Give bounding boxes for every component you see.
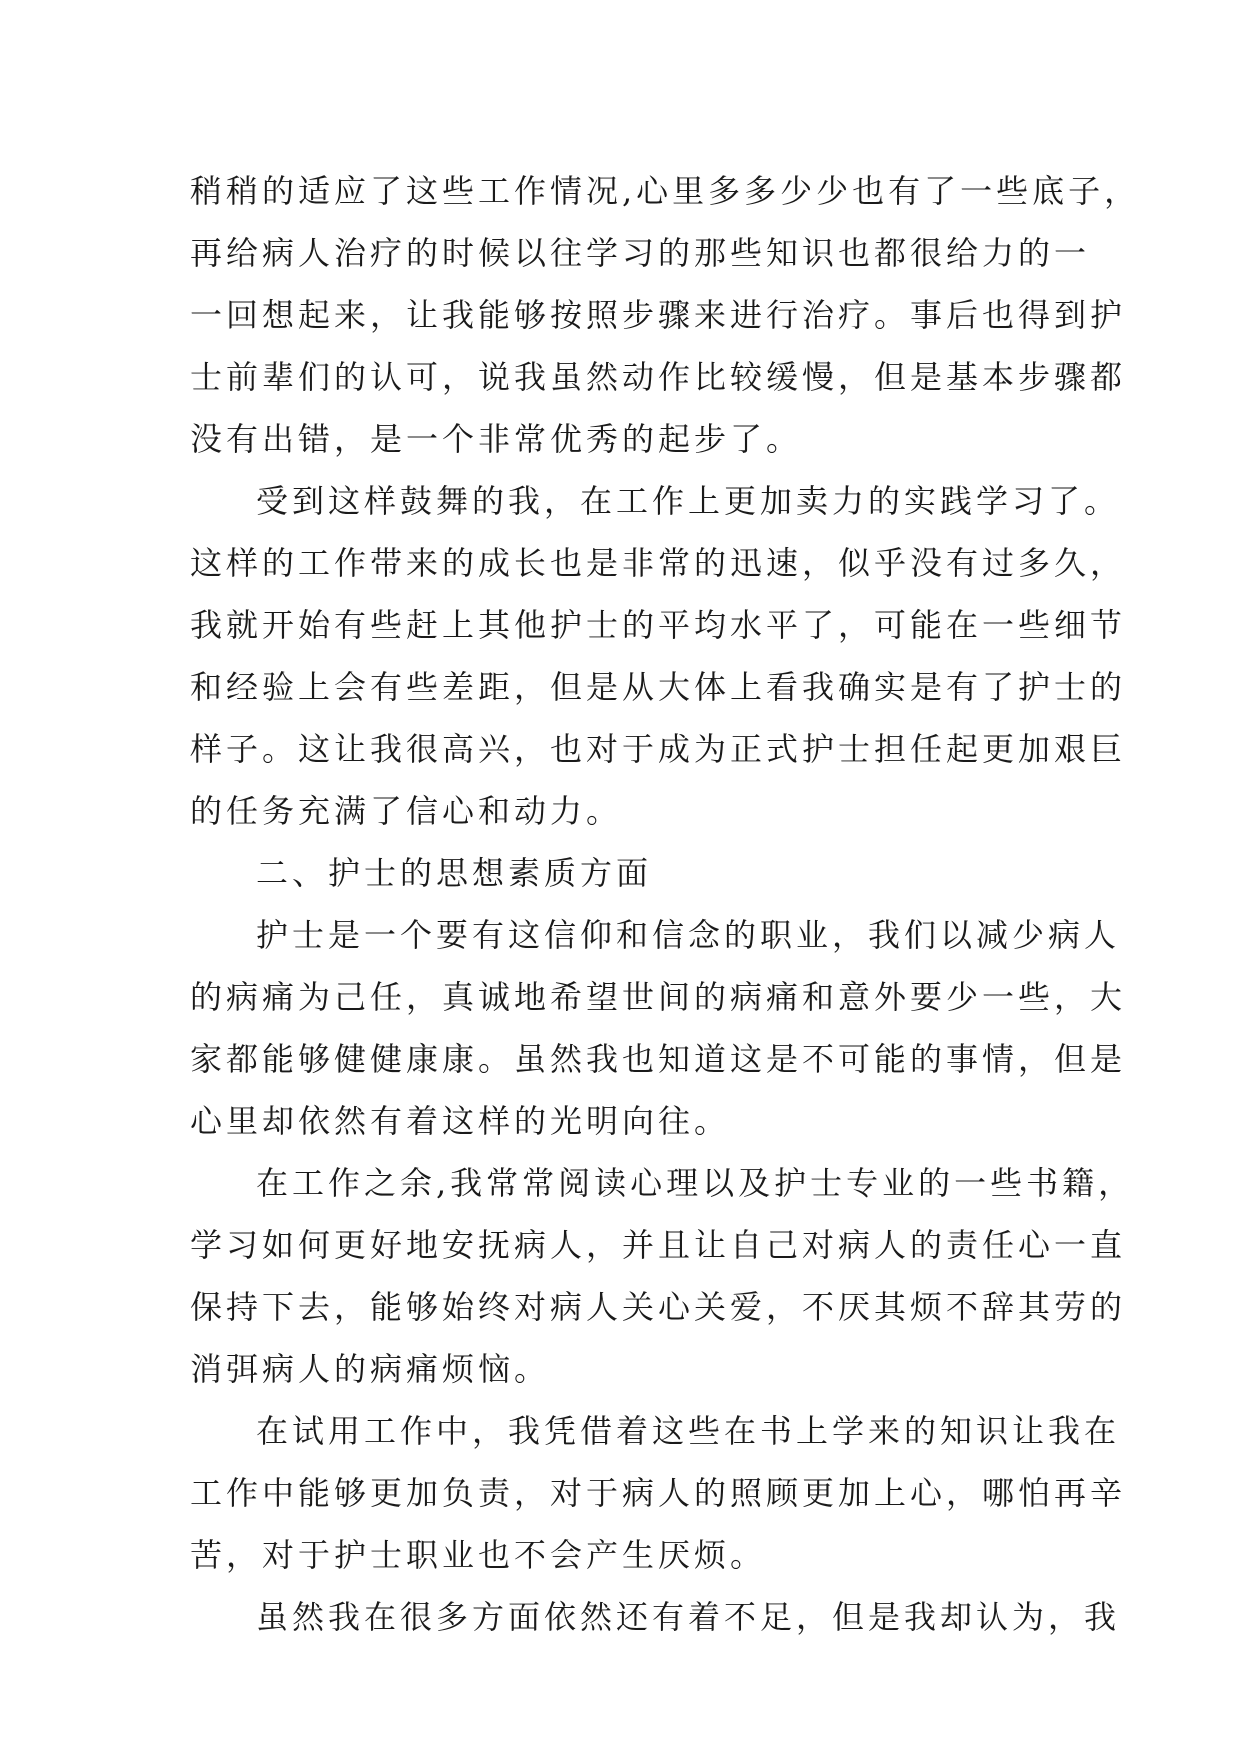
text-line: 我就开始有些赶上其他护士的平均水平了，可能在一些细节 [190,606,1127,644]
text-line: 心里却依然有着这样的光明向往。 [190,1102,731,1140]
text-line: 稍稍的适应了这些工作情况,心里多多少少也有了一些底子， [190,172,1141,210]
text-line: 没有出错，是一个非常优秀的起步了。 [190,420,803,458]
document-body [190,160,1141,1648]
text-line: 这样的工作带来的成长也是非常的迅速，似乎没有过多久， [190,544,1127,582]
text-line: 苦，对于护士职业也不会产生厌烦。 [190,1536,767,1574]
text-line: 工作中能够更加负责，对于病人的照顾更加上心，哪怕再辛 [190,1474,1127,1512]
text-line: 再给病人治疗的时候以往学习的那些知识也都很给力的一 [190,234,1091,272]
text-line: 和经验上会有些差距，但是从大体上看我确实是有了护士的 [190,668,1127,706]
text-line: 一回想起来，让我能够按照步骤来进行治疗。事后也得到护 [190,296,1127,334]
text-line: 消弭病人的病痛烦恼。 [190,1350,551,1388]
paragraph-start-line: 护士是一个要有这信仰和信念的职业，我们以减少病人 [256,916,1121,954]
paragraph-start-line: 受到这样鼓舞的我，在工作上更加卖力的实践学习了。 [256,482,1121,520]
text-line: 家都能够健健康康。虽然我也知道这是不可能的事情，但是 [190,1040,1127,1078]
text-line: 的病痛为己任，真诚地希望世间的病痛和意外要少一些，大 [190,978,1127,1016]
text-line: 样子。这让我很高兴，也对于成为正式护士担任起更加艰巨 [190,730,1127,768]
paragraph-start-line: 虽然我在很多方面依然还有着不足，但是我却认为，我 [256,1598,1121,1636]
paragraph-start-line: 在试用工作中，我凭借着这些在书上学来的知识让我在 [256,1412,1121,1450]
text-line: 士前辈们的认可，说我虽然动作比较缓慢，但是基本步骤都 [190,358,1127,396]
paragraph-start-line: 在工作之余,我常常阅读心理以及护士专业的一些书籍， [256,1164,1135,1202]
text-line: 保持下去，能够始终对病人关心关爱，不厌其烦不辞其劳的 [190,1288,1127,1326]
text-line: 的任务充满了信心和动力。 [190,792,623,830]
section-heading: 二、护士的思想素质方面 [256,854,653,892]
text-line: 学习如何更好地安抚病人，并且让自己对病人的责任心一直 [190,1226,1127,1264]
